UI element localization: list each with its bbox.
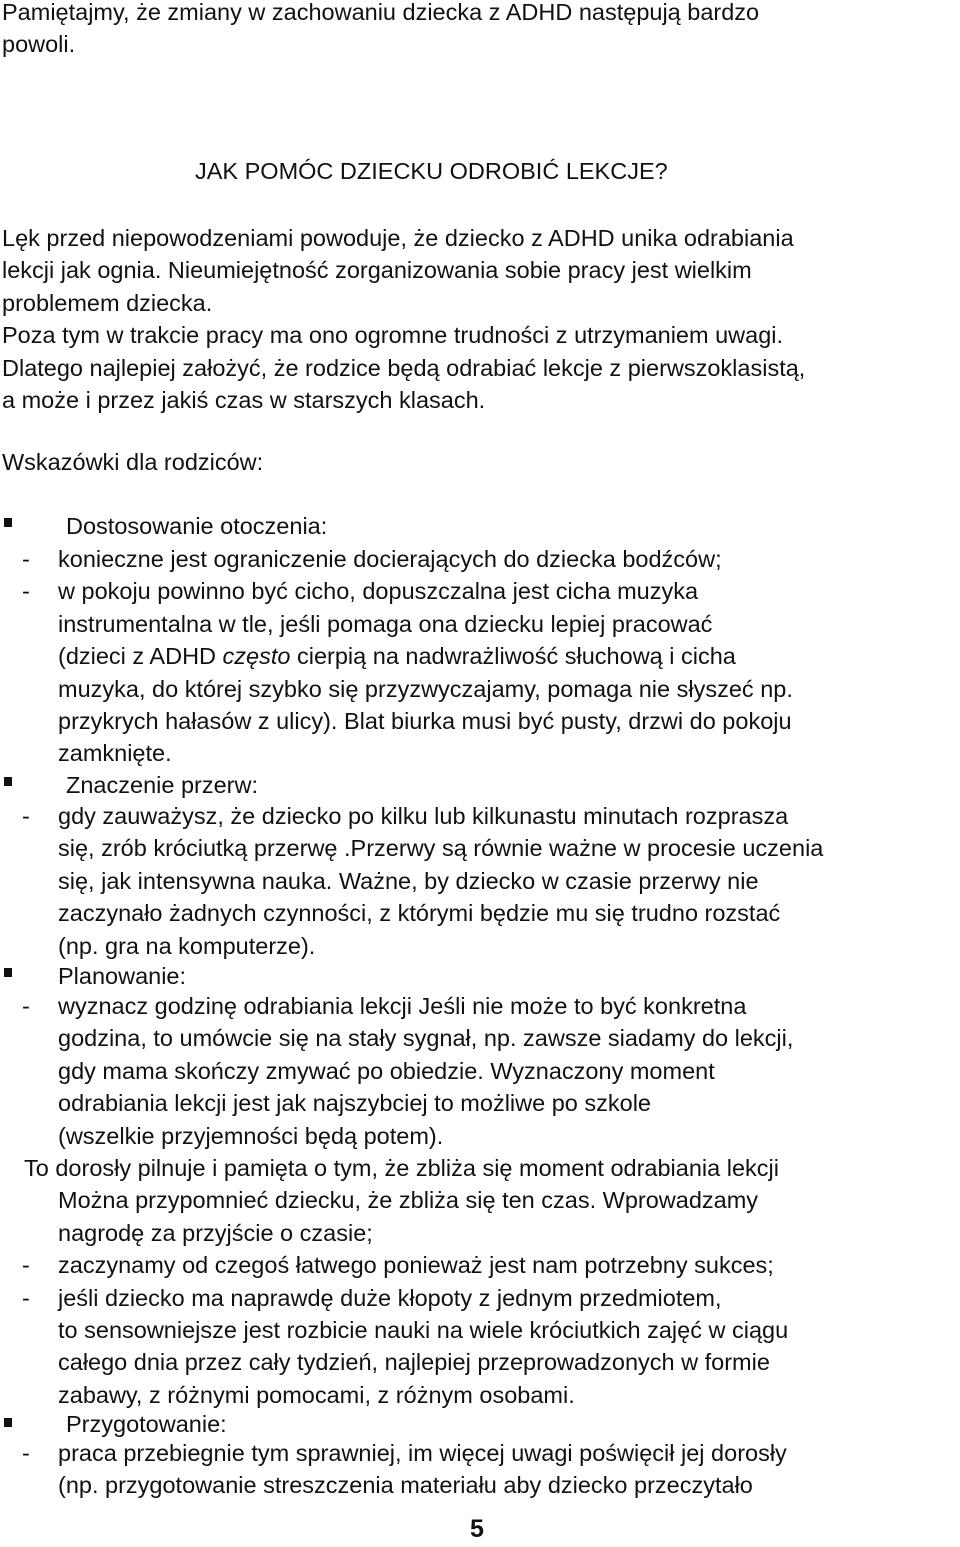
list-item-continued (22, 1469, 957, 1501)
dash-marker: - (22, 546, 30, 572)
list-item (22, 990, 957, 1022)
list-item-text: wyznacz godzinę odrabiania lekcji Jeśli nie może to być konkretna (58, 993, 747, 1019)
list-item-continued (22, 1217, 957, 1249)
paragraph-line: Poza tym w trakcie pracy ma ono ogromne trudności z utrzymaniem uwagi. (2, 322, 784, 349)
list-item-continued (22, 1346, 957, 1378)
list-item-text: gdy mama skończy zmywać po obiedzie. Wyznaczony moment (58, 1057, 715, 1084)
section-title-breaks: Znaczenie przerw: (66, 772, 258, 798)
bullet-square-icon (4, 1418, 12, 1427)
list-item-continued (22, 1022, 957, 1054)
list-item-text: przykrych hałasów z ulicy). Blat biurka musi być pusty, drzwi do pokoju (58, 707, 792, 734)
page-number: 5 (470, 1515, 484, 1543)
dash-marker: - (22, 1284, 30, 1311)
paragraph-line: problemem dziecka. (2, 289, 213, 316)
list-item-text: zaczynamy od czegoś łatwego ponieważ jest nam potrzebny sukces; (58, 1252, 774, 1279)
list-item-text: w pokoju powinno być cicho, dopuszczalna jest cicha muzyka (58, 578, 699, 605)
list-item-text: gdy zauważysz, że dziecko po kilku lub kilkunastu minutach rozprasza (58, 803, 789, 829)
environment-list (22, 543, 957, 770)
list-item-text: całego dnia przez cały tydzień, najlepiej przeprowadzonych w formie (58, 1349, 770, 1376)
paragraph-line: lekcji jak ognia. Nieumiejętność zorganizowania sobie pracy jest wielkim (2, 257, 752, 284)
list-item-text: godzina, to umówcie się na stały sygnał, np. zawsze siadamy do lekcji, (58, 1025, 794, 1052)
dash-marker: - (22, 803, 30, 829)
section-title-environment: Dostosowanie otoczenia: (66, 513, 328, 539)
breaks-list (22, 800, 957, 962)
list-item (22, 800, 957, 832)
paragraph-line (22, 1152, 957, 1184)
section-title-preparation: Przygotowanie: (66, 1411, 227, 1437)
list-item-continued (22, 705, 957, 737)
list-item-text: praca przebiegnie tym sprawniej, im więcej uwagi poświęcił jej dorosły (58, 1440, 787, 1466)
list-item-text: (np. przygotowanie streszczenia materiału aby dziecko przeczytało (58, 1472, 753, 1499)
intro-paragraph (2, 0, 957, 61)
list-item-text: zaczynało żadnych czynności, z którymi będzie mu się trudno rozstać (58, 900, 781, 927)
list-item-continued (22, 897, 957, 929)
list-item-text: jeśli dziecko ma naprawdę duże kłopoty z jednym przedmiotem, (58, 1284, 722, 1311)
list-item-text: instrumentalna w tle, jeśli pomaga ona dziecku lepiej pracować (58, 610, 713, 637)
bullet-square-icon (4, 968, 12, 977)
list-item-text: się, zrób króciutką przerwę .Przerwy są równie ważne w procesie uczenia (58, 835, 824, 862)
list-item-continued (22, 673, 957, 705)
list-item-text: (wszelkie przyjemności będą potem). (58, 1122, 444, 1149)
bullet-square-icon (4, 518, 12, 527)
list-item-text: konieczne jest ograniczenie docierających do dziecka bodźców; (58, 546, 722, 572)
text-fragment: cierpią na nadwrażliwość słuchową i cicha (290, 643, 736, 670)
list-item-text: się, jak intensywna nauka. Ważne, by dziecko w czasie przerwy nie (58, 867, 759, 894)
list-item-continued (22, 737, 957, 769)
list-item (22, 1437, 957, 1469)
paragraph-line: a może i przez jakiś czas w starszych klasach. (2, 387, 486, 414)
intro-line: powoli. (2, 31, 76, 58)
list-item-continued (22, 1087, 957, 1119)
paragraph-line: Lęk przed niepowodzeniami powoduje, że dziecko z ADHD unika odrabiania (2, 225, 794, 251)
section-heading: JAK POMÓC DZIECKU ODROBIĆ LEKCJE? (195, 158, 668, 184)
dash-marker: - (22, 993, 30, 1019)
list-item-text: nagrodę za przyjście o czasie; (58, 1219, 373, 1246)
list-item-continued (22, 608, 957, 640)
list-item-continued (22, 1379, 957, 1411)
body-paragraph (2, 222, 957, 416)
list-item-text: zabawy, z różnymi pomocami, z różnym osobami. (58, 1381, 575, 1408)
list-item-continued (22, 865, 957, 897)
list-item-continued (22, 930, 957, 962)
list-item-text: Można przypomnieć dziecku, że zbliża się ten czas. Wprowadzamy (58, 1187, 759, 1214)
paragraph-text: To dorosły pilnuje i pamięta o tym, że zbliża się moment odrabiania lekcji (24, 1154, 779, 1181)
list-item-text: to sensowniejsze jest rozbicie nauki na wiele króciutkich zajęć w ciągu (58, 1316, 789, 1343)
paragraph-line: Dlatego najlepiej założyć, że rodzice będą odrabiać lekcje z pierwszoklasistą, (2, 354, 806, 381)
list-item-continued (22, 1184, 957, 1216)
list-item-text: muzyka, do której szybko się przyzwyczajamy, pomaga nie słyszeć np. (58, 675, 793, 702)
list-item-text (58, 640, 736, 672)
list-item-continued (22, 1120, 957, 1152)
bullet-square-icon (4, 777, 12, 786)
list-item (22, 1249, 957, 1281)
dash-marker: - (22, 578, 30, 605)
emphasis-text: często (222, 643, 291, 670)
tips-title: Wskazówki dla rodziców: (2, 449, 264, 475)
list-item-text: odrabiania lekcji jest jak najszybciej to możliwe po szkole (58, 1090, 651, 1117)
text-fragment: (dzieci z ADHD (58, 643, 223, 670)
planning-list (22, 990, 957, 1411)
list-item (22, 1282, 957, 1314)
dash-marker: - (22, 1252, 30, 1279)
list-item-text: zamknięte. (58, 740, 172, 767)
list-item (22, 575, 957, 607)
list-item (22, 543, 957, 575)
list-item-continued (22, 640, 957, 672)
list-item-continued (22, 832, 957, 864)
intro-line: Pamiętajmy, że zmiany w zachowaniu dziecka z ADHD następują bardzo (2, 0, 760, 25)
preparation-list (22, 1437, 957, 1502)
list-item-continued (22, 1314, 957, 1346)
section-title-planning: Planowanie: (58, 963, 187, 989)
dash-marker: - (22, 1440, 30, 1466)
list-item-continued (22, 1055, 957, 1087)
list-item-text: (np. gra na komputerze). (58, 932, 316, 959)
